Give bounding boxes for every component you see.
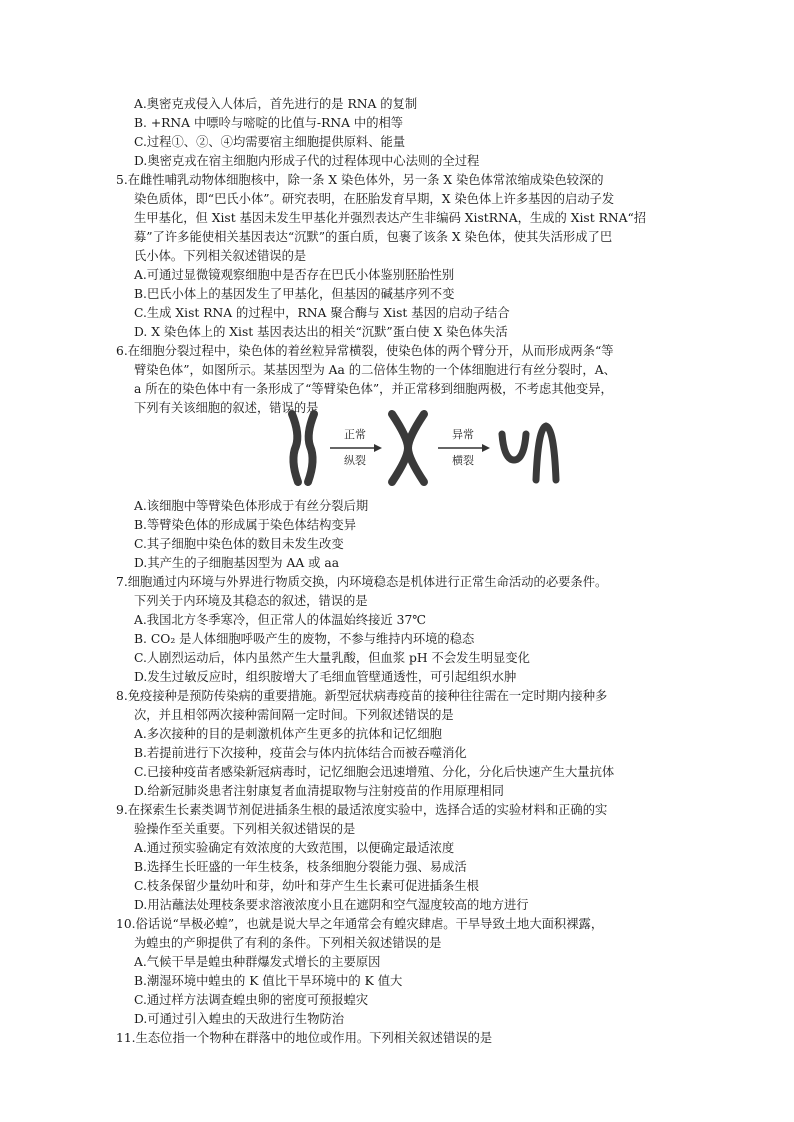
q5-option-c: C.生成 Xist RNA 的过程中，RNA 聚合酶与 Xist 基因的启动子结合 (134, 306, 510, 320)
q9-stem-line: 验操作至关重要。下列相关叙述错误的是 (134, 822, 356, 836)
q5-stem-line: 氏小体。下列相关叙述错误的是 (134, 249, 307, 263)
q6-option-a: A.该细胞中等臂染色体形成于有丝分裂后期 (134, 499, 369, 513)
q8-stem-line: 8.免疫接种是预防传染病的重要措施。新型冠状病毒疫苗的接种往往需在一定时期内接种多 (116, 689, 608, 703)
q5-stem-line: 生甲基化，但 Xist 基因未发生甲基化并强烈表达产生非编码 XistRNA，生成的 Xist RNA“招 (134, 211, 647, 225)
q9-option-b: B.选择生长旺盛的一年生枝条，枝条细胞分裂能力强、易成活 (134, 860, 467, 874)
isochromosome-diagram (270, 408, 560, 488)
q5-stem-line: 募”了许多能使相关基因表达“沉默”的蛋白质，包裹了该条 X 染色体，使其失活形成了巴 (134, 230, 613, 244)
isochromosome-figure (270, 408, 560, 488)
isochromosomes (502, 426, 556, 480)
q10-stem-line: 10.俗话说“旱极必蝗”，也就是说大旱之年通常会有蝗灾肆虐。干旱导致土地大面积裸露， (116, 917, 604, 931)
q5-stem-line: 染色质体，即“巴氏小体”。研究表明，在胚胎发育早期，X 染色体上许多基因的启动子发 (134, 192, 615, 206)
replicated-chromosome (392, 414, 424, 482)
q6-stem-line: 6.在细胞分裂过程中，染色体的着丝粒异常横裂，使染色体的两个臂分开，从而形成两条“等 (116, 344, 614, 358)
label-normal-line1: 正常 (344, 428, 366, 441)
q10-option-d: D.可通过引入蝗虫的天敌进行生物防治 (134, 1012, 345, 1026)
q6-stem-line: 下列有关该细胞的叙述，错误的是 (134, 401, 319, 415)
q10-option-a: A.气候干旱是蝗虫种群爆发式增长的主要原因 (134, 955, 381, 969)
separated-chromatids (292, 414, 314, 482)
q9-option-d: D.用沾蘸法处理枝条要求溶液浓度小且在遮阴和空气湿度较高的地方进行 (134, 898, 529, 912)
q10-option-c: C.通过样方法调查蝗虫卵的密度可预报蝗灾 (134, 993, 369, 1007)
q7-option-d: D.发生过敏反应时，组织胺增大了毛细血管壁通透性，可引起组织水肿 (134, 670, 517, 684)
q6-stem-line: 臂染色体”，如图所示。某基因型为 Aa 的二倍体生物的一个体细胞进行有丝分裂时，A、 (134, 363, 616, 377)
q6-option-d: D.其产生的子细胞基因型为 AA 或 aa (134, 556, 340, 570)
q10-stem-line: 为蝗虫的产卵提供了有利的条件。下列相关叙述错误的是 (134, 936, 442, 950)
label-abnormal-line1: 异常 (452, 428, 474, 441)
arrow-normal-split (330, 444, 382, 452)
q7-option-c: C.人剧烈运动后，体内虽然产生大量乳酸，但血浆 pH 不会发生明显变化 (134, 651, 530, 665)
q8-option-c: C.已接种疫苗者感染新冠病毒时，记忆细胞会迅速增殖、分化，分化后快速产生大量抗体 (134, 765, 615, 779)
q9-stem-line: 9.在探索生长素类调节剂促进插条生根的最适浓度实验中，选择合适的实验材料和正确的实 (116, 803, 608, 817)
q7-option-a: A.我国北方冬季寒冷，但正常人的体温始终接近 37℃ (134, 613, 427, 627)
q9-option-c: C.枝条保留少量幼叶和芽，幼叶和芽产生生长素可促进插条生根 (134, 879, 479, 893)
q5-option-b: B.巴氏小体上的基因发生了甲基化，但基因的碱基序列不变 (134, 287, 455, 301)
q7-stem-line: 下列关于内环境及其稳态的叙述，错误的是 (134, 594, 368, 608)
q11-stem-line: 11.生态位指一个物种在群落中的地位或作用。下列相关叙述错误的是 (116, 1031, 493, 1045)
q8-option-b: B.若提前进行下次接种，疫苗会与体内抗体结合而被吞噬消化 (134, 746, 467, 760)
label-normal-line2: 纵裂 (344, 454, 366, 467)
arrow-abnormal-split (438, 444, 490, 452)
q7-stem-line: 7.细胞通过内环境与外界进行物质交换，内环境稳态是机体进行正常生命活动的必要条件。 (116, 575, 608, 589)
q6-option-c: C.其子细胞中染色体的数目未发生改变 (134, 537, 344, 551)
q8-option-a: A.多次接种的目的是刺激机体产生更多的抗体和记忆细胞 (134, 727, 442, 741)
q4-option-c: C.过程①、②、④均需要宿主细胞提供原料、能量 (134, 135, 406, 149)
label-abnormal-line2: 横裂 (452, 454, 474, 467)
q9-option-a: A.通过预实验确定有效浓度的大致范围，以便确定最适浓度 (134, 841, 455, 855)
q5-stem-line: 5.在雌性哺乳动物体细胞核中，除一条 X 染色体外，另一条 X 染色体常浓缩成染色较深的 (116, 173, 604, 187)
q4-option-d: D.奥密克戎在宿主细胞内形成子代的过程体现中心法则的全过程 (134, 154, 480, 168)
q6-option-b: B.等臂染色体的形成属于染色体结构变异 (134, 518, 356, 532)
q4-option-b: B. +RNA 中嘌呤与嘧啶的比值与-RNA 中的相等 (134, 116, 404, 130)
q8-stem-line: 次，并且相邻两次接种需间隔一定时间。下列叙述错误的是 (134, 708, 454, 722)
q5-option-d: D. X 染色体上的 Xist 基因表达出的相关“沉默”蛋白使 X 染色体失活 (134, 325, 508, 339)
q10-option-b: B.潮湿环境中蝗虫的 K 值比干旱环境中的 K 值大 (134, 974, 403, 988)
q8-option-d: D.给新冠肺炎患者注射康复者血清提取物与注射疫苗的作用原理相同 (134, 784, 504, 798)
q6-stem-line: a 所在的染色体中有一条形成了“等臂染色体”，并正常移到细胞两极，不考虑其他变异， (134, 382, 613, 396)
q5-option-a: A.可通过显微镜观察细胞中是否存在巴氏小体鉴别胚胎性别 (134, 268, 455, 282)
q7-option-b: B. CO₂ 是人体细胞呼吸产生的废物，不参与维持内环境的稳态 (134, 632, 475, 646)
q4-option-a: A.奥密克戎侵入人体后，首先进行的是 RNA 的复制 (134, 97, 418, 111)
